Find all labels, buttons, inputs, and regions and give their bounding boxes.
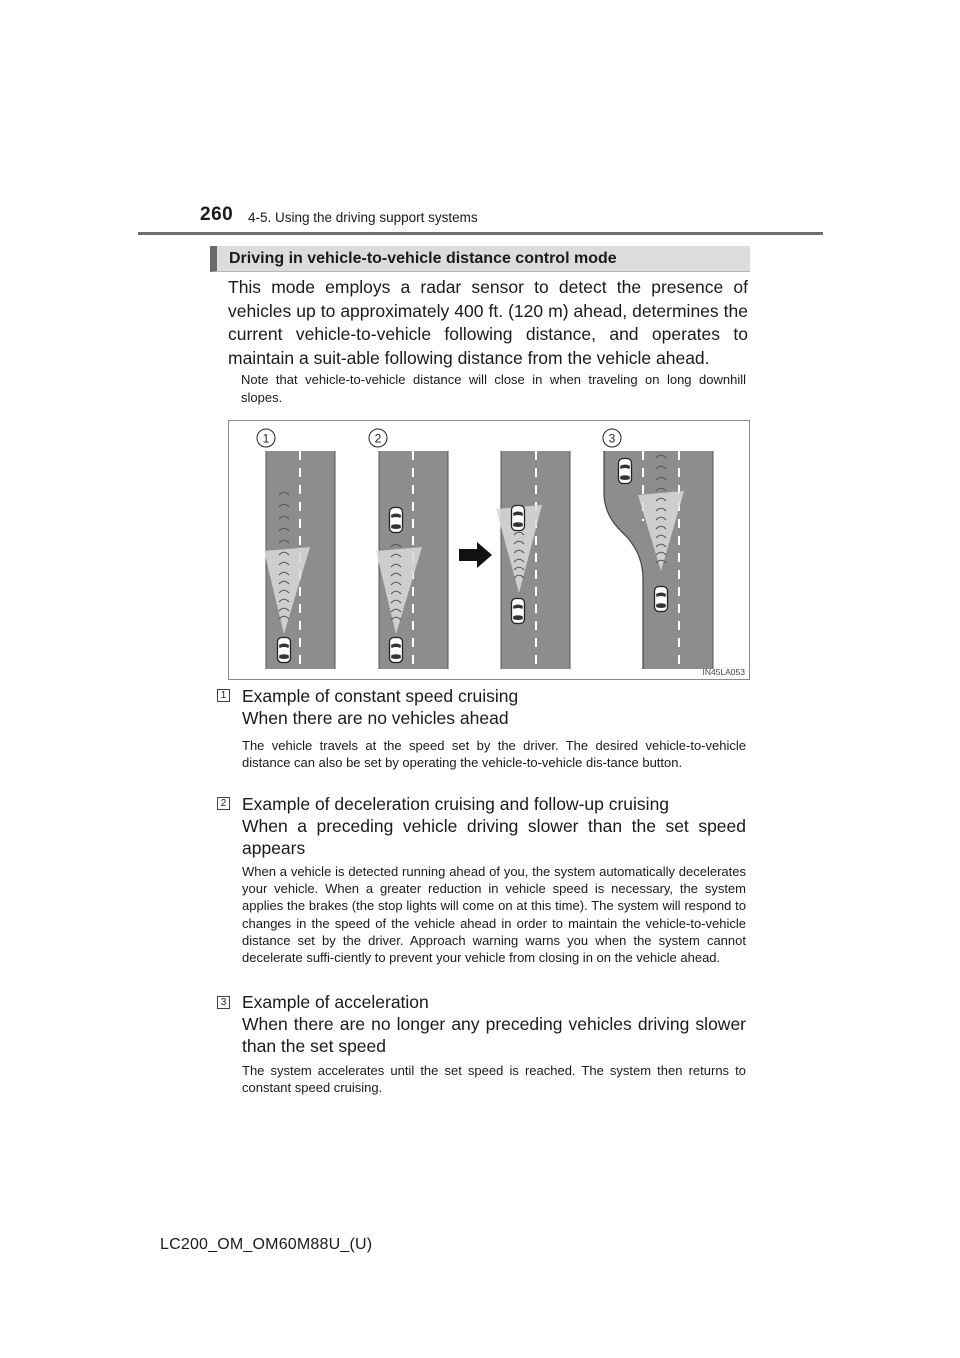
item-3-title: Example of acceleration bbox=[242, 992, 429, 1012]
item-marker-3: 3 bbox=[217, 996, 230, 1009]
note-paragraph: Note that vehicle-to-vehicle distance will close in when traveling on long downhill slopes. bbox=[241, 372, 746, 405]
road-acceleration bbox=[604, 451, 713, 669]
preceding-vehicle-icon bbox=[390, 508, 403, 533]
illustration-drawing bbox=[229, 421, 751, 681]
chapter-heading: 4-5. Using the driving support systems bbox=[248, 210, 478, 225]
own-vehicle-icon bbox=[512, 599, 525, 624]
item-marker-1: 1 bbox=[217, 689, 230, 702]
item-3-description: The system accelerates until the set speed is reached. The system then returns to constant speed cruising. bbox=[242, 1063, 746, 1096]
section-title-bar bbox=[210, 246, 750, 272]
svg-text:2: 2 bbox=[374, 431, 382, 446]
item-1-subtitle: When there are no vehicles ahead bbox=[242, 708, 509, 728]
item-marker-2: 2 bbox=[217, 797, 230, 810]
figure-code: IN45LA053 bbox=[702, 667, 745, 677]
item-1-title: Example of constant speed cruising bbox=[242, 686, 519, 706]
item-2-title: Example of deceleration cruising and follow-up cruising bbox=[242, 794, 670, 814]
right-arrow-icon bbox=[459, 542, 492, 568]
own-vehicle-icon bbox=[278, 638, 291, 663]
svg-text:1: 1 bbox=[262, 431, 270, 446]
page-number: 260 bbox=[200, 204, 234, 225]
item-2-description: When a vehicle is detected running ahead of you, the system automatically decelerates your vehicle. When a greater reduction in vehicle speed is necessary, the system applies the brakes (the stop lights will come on at this time). The system will respond to changes in the speed of the vehicle ahead in order to maintain the vehicle-to-vehicle distance set by the driver. Approach warning warns you when the system cannot decelerate suffi-ciently to prevent your vehicle from closing in on the vehicle ahead. bbox=[242, 864, 746, 966]
road-follow-up bbox=[376, 451, 448, 669]
figure-label-1 bbox=[257, 429, 275, 447]
intro-paragraph: This mode employs a radar sensor to detect the presence of vehicles up to approximately 400 ft. (120 m) ahead, determines the current vehicle-to-vehicle following distance, and operates to maintain a suit-able following distance from the vehicle ahead. bbox=[228, 277, 748, 368]
figure-label-2 bbox=[369, 429, 387, 447]
road-deceleration-result bbox=[496, 451, 570, 669]
document-footer-code: LC200_OM_OM60M88U_(U) bbox=[160, 1236, 373, 1253]
section-title: Driving in vehicle-to-vehicle distance control mode bbox=[229, 250, 617, 267]
road-constant-speed bbox=[264, 451, 335, 669]
preceding-vehicle-icon bbox=[512, 506, 525, 531]
radar-cruise-illustration bbox=[228, 420, 750, 680]
item-2-subtitle: When a preceding vehicle driving slower than the set speed appears bbox=[242, 816, 746, 858]
header-divider bbox=[138, 232, 823, 235]
departing-vehicle-icon bbox=[619, 459, 632, 484]
own-vehicle-icon bbox=[390, 638, 403, 663]
figure-label-3 bbox=[603, 429, 621, 447]
item-1-description: The vehicle travels at the speed set by the driver. The desired vehicle-to-vehicle distance can also be set by operating the vehicle-to-vehicle dis-tance button. bbox=[242, 738, 746, 771]
own-vehicle-icon bbox=[655, 587, 668, 612]
svg-text:3: 3 bbox=[608, 431, 616, 446]
item-3-subtitle: When there are no longer any preceding vehicles driving slower than the set speed bbox=[242, 1014, 746, 1056]
